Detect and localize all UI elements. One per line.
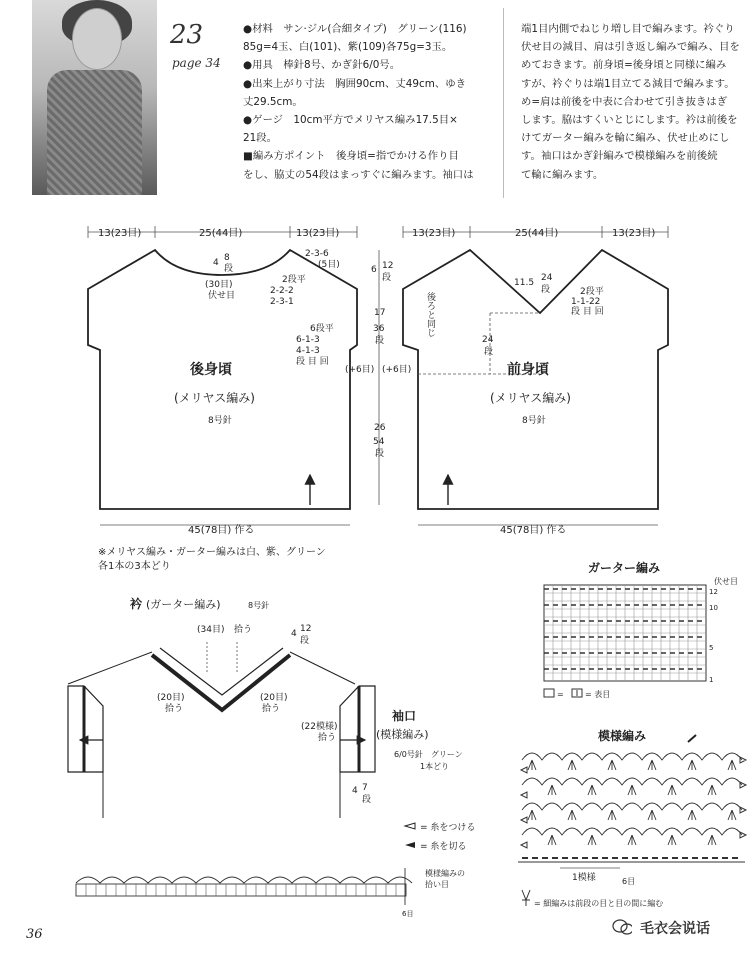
yarn-footnote: ※メリヤス編み・ガーター編みは白、紫、グリーン 各1本の3本どり [98,547,326,572]
front-needle: 8号針 [522,416,546,426]
motif-chart [518,728,746,886]
back-body-diagram [88,226,357,536]
front-dim-mid: 25(44目) [515,228,559,239]
svg-text:段: 段 [484,347,494,357]
svg-text:(5目): (5目) [318,260,340,270]
svg-text:8号針: 8号針 [248,601,270,610]
svg-text:伏せ目: 伏せ目 [714,577,738,586]
front-side-note: 後ろと同じ [425,292,435,337]
collar-cuff-diagram [68,596,463,818]
svg-text:伏せ目: 伏せ目 [208,291,236,301]
svg-text:12: 12 [300,624,312,634]
front-body-outline [403,250,668,509]
svg-text:段 目 回: 段 目 回 [571,307,604,317]
collar-title: 衿 [130,597,143,611]
garter-title: ガーター編み [588,561,661,575]
svg-text:24: 24 [541,273,553,283]
back-neck-dec: 2-3-6 [305,249,329,259]
svg-text:(模様編み): (模様編み) [376,728,429,741]
back-needle: 8号針 [208,416,232,426]
instr-line: め=肩は前後を中表に合わせて引き抜きはぎ [521,95,728,108]
back-dim-left: 13(23目) [98,228,142,239]
svg-text:段: 段 [375,336,385,346]
svg-text:4: 4 [352,786,358,796]
motif-repeat: 1模様 [572,873,596,883]
chain-note: = 細編みは前段の目と目の間に編む [534,899,664,908]
spec-line: 丈29.5cm。 [243,95,303,108]
back-title: 後身頃 [190,362,232,378]
spec-line: ●材料 サン·ジル(合細タイプ) グリーン(116) [243,23,467,35]
legend-cut: = 糸を切る [420,842,467,852]
svg-text:36: 36 [373,324,385,334]
front-subtitle: (メリヤス編み) [490,391,571,405]
svg-text:54: 54 [373,437,385,447]
svg-text:段: 段 [224,264,234,274]
svg-text:4: 4 [291,629,297,639]
svg-text:8: 8 [224,253,230,263]
svg-text:26: 26 [374,423,386,433]
svg-text:7: 7 [362,783,368,793]
wechat-icon [612,919,632,935]
instr-line: 端1目内側でねじり増し目で編みます。衿ぐり [521,23,735,35]
back-dim-right: 13(23目) [296,228,340,239]
legend-attach: = 糸をつける [420,823,476,833]
svg-text:拾う: 拾う [234,625,253,635]
svg-text:(34目): (34目) [197,625,225,635]
svg-text:2-3-1: 2-3-1 [270,297,294,307]
motif-title: 模様編み [598,729,647,743]
garter-chart [544,560,738,699]
instr-line: す。袖口はかぎ針編みで模様編みを前後続 [521,150,718,163]
svg-text:12: 12 [709,588,718,596]
front-dim-left: 13(23目) [412,228,456,239]
svg-text:段: 段 [382,273,392,283]
instr-line: けてガーター編みを輪に編み、伏せ止めにし [521,132,730,145]
garter-legend: = [557,690,564,699]
svg-text:6-1-3: 6-1-3 [296,335,320,345]
spec-line: 85g=4玉、白(101)、紫(109)各75g=3玉。 [243,41,453,54]
svg-text:1-1-22: 1-1-22 [571,297,601,307]
svg-text:(20目): (20目) [260,693,288,703]
svg-text:拾い目: 拾い目 [425,880,449,889]
svg-text:12: 12 [382,261,394,271]
spec-line: ●出来上がり寸法 胸囲90cm、丈49cm、ゆき [243,77,467,90]
svg-text:2-2-2: 2-2-2 [270,286,294,296]
svg-text:4-1-3: 4-1-3 [296,346,320,356]
side-dimensions [345,250,393,505]
instr-line: します。脇はすくいとじにします。衿は前後を [521,114,738,127]
svg-text:= 表目: = 表目 [585,690,611,699]
spec-line: ●ゲージ 10cm平方でメリヤス編み17.5目× [243,114,458,127]
instr-line: すが、衿ぐりは端1目立てる減目で編みます。 [521,77,735,90]
svg-text:段: 段 [362,795,372,805]
page-number: 36 [26,927,43,942]
instr-line: めておきます。前身頃=後身頃と同様に編み [521,59,727,72]
front-dim-right: 13(23目) [612,228,656,239]
svg-text:6目: 6目 [402,910,414,918]
spec-line: ■編み方ポイント 後身頃=指でかける作り目 [243,150,459,163]
instr-line: て輪に編みます。 [521,168,604,181]
svg-text:(20目): (20目) [157,693,185,703]
svg-text:段: 段 [300,636,310,646]
spec-line: 21段。 [243,132,278,145]
cuff-title: 袖口 [392,709,417,723]
yarn-legend [405,822,475,852]
front-v-depth: 11.5 [514,278,535,288]
back-bindoff: (30目) [205,280,233,290]
svg-text:10: 10 [709,604,718,612]
front-bottom-dim: 45(78目) 作る [500,525,567,536]
svg-text:1: 1 [709,676,714,684]
svg-text:24: 24 [482,335,494,345]
motif-start: 6目 [622,877,636,886]
svg-text:6: 6 [371,265,377,275]
spec-line: をし、脇丈の54段はまっすぐに編みます。袖口は [243,168,474,181]
front-v-dec: 2段平 [580,287,604,297]
svg-text:6/0号針 グリーン: 6/0号針 グリーン [394,750,463,759]
svg-text:拾う: 拾う [318,733,337,743]
back-shoulder: 2段平 [282,275,306,285]
svg-text:1本どり: 1本どり [420,762,450,771]
svg-text:拾う: 拾う [262,704,281,714]
back-bottom-dim: 45(78目) 作る [188,525,255,536]
svg-text:(22模様): (22模様) [301,722,338,732]
svg-text:5: 5 [709,644,714,652]
watermark: 毛衣会说话 [640,921,710,937]
svg-text:17: 17 [374,308,386,318]
svg-text:模様編みの: 模様編みの [425,869,465,878]
back-subtitle: (メリヤス編み) [174,391,255,405]
back-arm-shaping: 6段平 [310,324,334,334]
front-increase: (+6目) [382,365,412,375]
instr-line: 伏せ目の減目、肩は引き返し編みで編み、目を [521,41,740,54]
svg-text:段: 段 [541,285,551,295]
page-reference: page 34 [172,56,221,70]
pattern-number: 23 [170,20,204,50]
svg-text:(ガーター編み): (ガーター編み) [146,598,221,611]
back-neck-depth: 4 [213,258,219,268]
svg-text:段 目 回: 段 目 回 [296,357,329,367]
front-body-diagram [382,226,668,536]
svg-text:段: 段 [375,449,385,459]
spec-line: ●用具 棒針8号、かぎ針6/0号。 [243,59,401,72]
svg-text:(+6目): (+6目) [345,365,375,375]
front-title: 前身頃 [507,362,549,378]
svg-text:拾う: 拾う [165,704,184,714]
back-dim-mid: 25(44目) [199,228,243,239]
